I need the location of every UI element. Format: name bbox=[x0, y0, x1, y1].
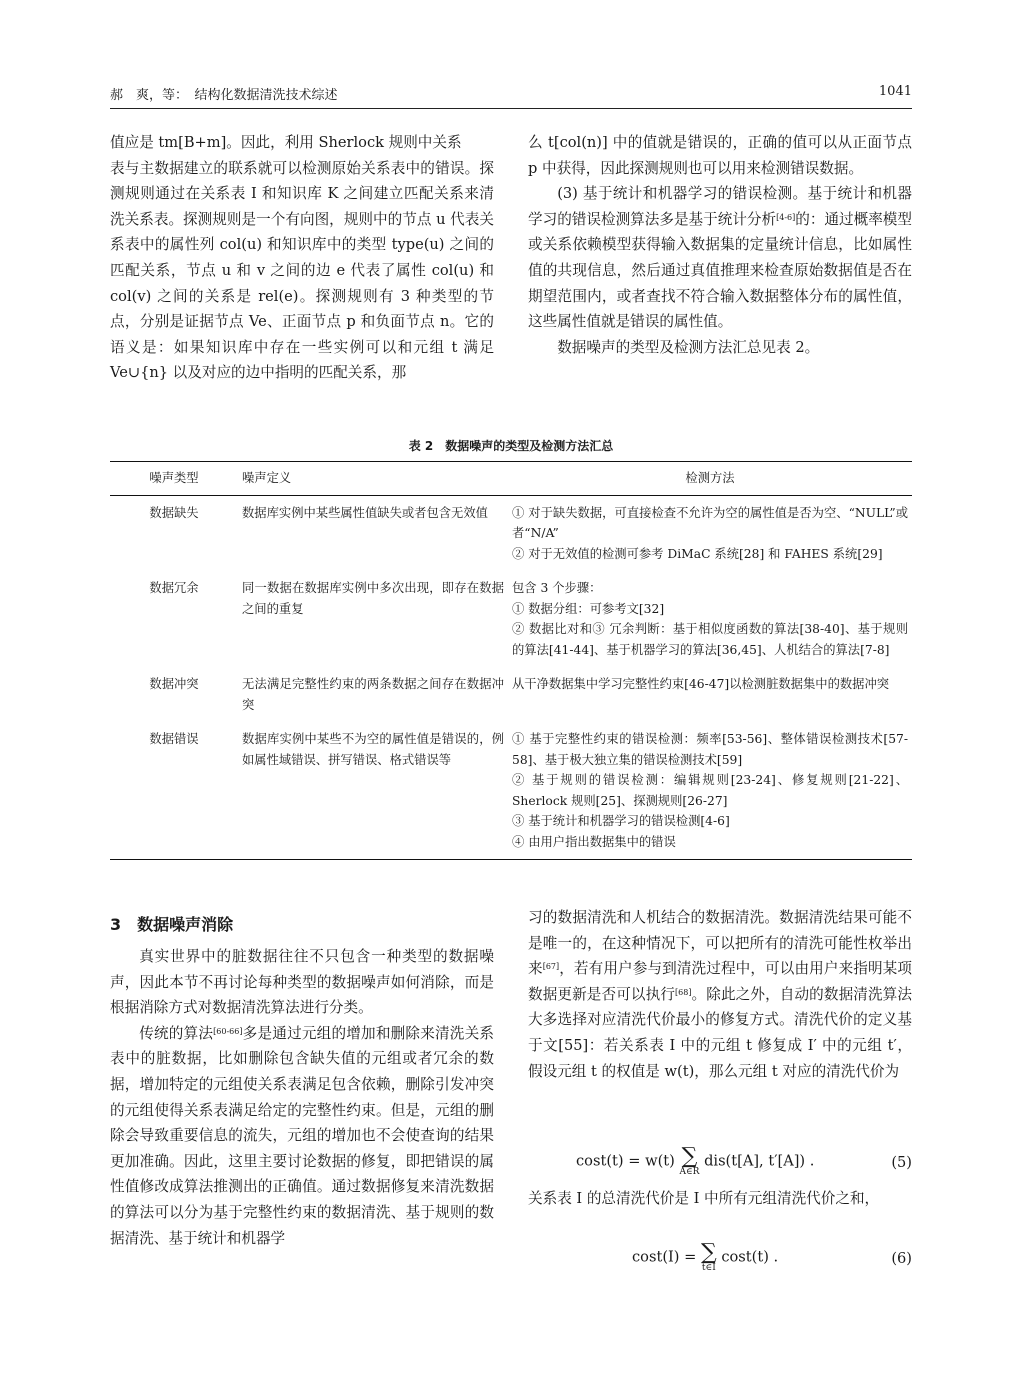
header-type: 噪声类型 bbox=[110, 462, 238, 496]
citation: [4-6] bbox=[776, 212, 796, 222]
noise-table bbox=[110, 461, 912, 860]
header-title: 郝 爽，等： 结构化数据清洗技术综述 bbox=[110, 88, 338, 103]
running-header bbox=[110, 84, 912, 110]
citation: [68] bbox=[675, 987, 692, 997]
citation: [60-66] bbox=[213, 1026, 243, 1036]
section-title: 3 数据噪声消除 bbox=[110, 915, 234, 934]
equation-number: (6) bbox=[891, 1250, 912, 1267]
table-row bbox=[110, 495, 912, 571]
left-column-bottom bbox=[110, 944, 494, 1251]
equation-5: cost(t) = w(t) ∑ A∈R dis(t[A], t′[A]) . (5) bbox=[576, 1144, 912, 1177]
cell-type: 数据冲突 bbox=[149, 677, 199, 691]
cell-methods: ① 对于缺失数据，可直接检查不允许为空的属性值是否为空、“NULL”或者“N/A” ② 对于无效值的检测可参考 DiMaC 系统[28] 和 FAHES 系统[29] bbox=[512, 505, 908, 561]
page-number: 1041 bbox=[878, 84, 912, 99]
right-column-bottom bbox=[528, 905, 912, 1084]
table-row bbox=[110, 571, 912, 667]
cell-type: 数据错误 bbox=[110, 722, 238, 860]
section-paragraph-1: 真实世界中的脏数据往往不只包含一种类型的数据噪声，因此本节不再讨论每种类型的数据噪声如何消除，而是根据消除方式对数据清洗算法进行分类。 bbox=[110, 948, 494, 1017]
table-row bbox=[110, 722, 912, 860]
equation-6: cost(I) = ∑ t∈I cost(t) . (6) bbox=[632, 1240, 912, 1273]
cell-methods: ① 基于完整性约束的错误检测：频率[53-56]、整体错误检测技术[57-58]、基于极大独立集的错误检测技术[59] ② 基于规则的错误检测：编辑规则[23-24]、修复规则[21-22]、Sherlock 规则[25]、探测规则[26-27] ③ 基于统计和机器学习的错误检测[4-6] ④ 由用户指出数据集中的错误 bbox=[508, 722, 912, 860]
table-caption: 表 2 数据噪声的类型及检测方法汇总 bbox=[408, 439, 614, 453]
summation-symbol: ∑ t∈I bbox=[700, 1240, 717, 1273]
table-header-row bbox=[110, 462, 912, 496]
cell-def: 数据库实例中某些属性值缺失或者包含无效值 bbox=[242, 505, 488, 520]
cell-methods: 包含 3 个步骤： ① 数据分组：可参考文[32] ② 数据比对和③ 冗余判断：基于相似度函数的算法[38-40]、基于规则的算法[41-44]、基于机器学习的算法[36,45]、人机结合的算法[7-8] bbox=[512, 581, 908, 657]
section-paragraph-2: 传统的算法[60-66]多是通过元组的增加和删除来清洗关系表中的脏数据，比如删除包含缺失值的元组或者冗余的数据，增加特定的元组使关系表满足包含依赖，删除引发冲突的元组使得关系表满足给定的完整性约束。但是，元组的删除会导致重要信息的流失，元组的增加也不会使查询的结果更加准确。因此，这里主要讨论数据的修复，即把错误的属性值修改成算法推测出的正确值。通过数据修复来清洗数据的算法可以分为基于完整性约束的数据清洗、基于规则的数据清洗、基于统计和机器学 bbox=[110, 1024, 494, 1247]
right-paragraph-2: (3) 基于统计和机器学习的错误检测。基于统计和机器学习的错误检测算法多是基于统计分析[4-6]的：通过概率模型或关系依赖模型获得输入数据集的定量统计信息，比如属性值的共现信息，然后通过真值推理来检查原始数据值是否在期望范围内，或者查找不符合输入数据整体分布的属性值，这些属性值就是错误的属性值。 bbox=[528, 185, 912, 331]
right-paragraph-3: 数据噪声的类型及检测方法汇总见表 2。 bbox=[557, 338, 820, 356]
right-paragraph-1: 么 t[col(n)] 中的值就是错误的，正确的值可以从正面节点 p 中获得，因此探测规则也可以用来检测错误数据。 bbox=[528, 134, 912, 177]
header-definition: 噪声定义 bbox=[238, 462, 508, 496]
cell-def: 同一数据在数据库实例中多次出现，即存在数据之间的重复 bbox=[242, 581, 504, 616]
cell-methods: 从干净数据集中学习完整性约束[46-47]以检测脏数据集中的数据冲突 bbox=[512, 677, 890, 691]
right-bottom-paragraph: 习的数据清洗和人机结合的数据清洗。数据清洗结果可能不是唯一的，在这种情况下，可以把所有的清洗可能性枚举出来[67]，若有用户参与到清洗过程中，可以由用户来指明某项数据更新是否可以执行[68]。除此之外，自动的数据清洗算法大多选择对应清洗代价最小的修复方式。清洗代价的定义基于文[55]：若关系表 I 中的元组 t 修复成 I′ 中的元组 t′，假设元组 t 的权值是 w(t)，那么元组 t 对应的清洗代价为 bbox=[528, 909, 912, 1080]
left-first-line: 值应是 tm[B+m]。因此，利用 Sherlock 规则中关系 bbox=[110, 134, 462, 151]
header-rule bbox=[110, 108, 912, 109]
left-paragraph: 表与主数据建立的联系就可以检测原始关系表中的错误。探测规则通过在关系表 I 和知识库 K 之间建立匹配关系来清洗关系表。探测规则是一个有向图，规则中的节点 u 代表关系表中的属性列 col(u) 和知识库中的类型 type(u) 之间的匹配关系，节点 u 和 v 之间的边 e 代表了属性 col(u) 和 col(v) 之间的关系是 rel(e)。探测规则有 3 种类型的节点，分别是证据节点 Ve、正面节点 p 和负面节点 n。它的语义是：如果知识库中存在一些实例可以和元组 t 满足 Ve∪{n} 以及对应的边中指明的匹配关系，那 bbox=[110, 159, 494, 382]
cell-type: 数据冗余 bbox=[149, 581, 199, 595]
equation-number: (5) bbox=[891, 1154, 912, 1171]
citation: [67] bbox=[542, 962, 560, 972]
header-method: 检测方法 bbox=[508, 462, 912, 496]
equation-intro bbox=[528, 1186, 912, 1212]
summation-symbol: ∑ A∈R bbox=[679, 1144, 700, 1177]
right-column-top bbox=[528, 130, 912, 360]
table-row bbox=[110, 667, 912, 722]
cell-type: 数据缺失 bbox=[149, 505, 199, 520]
cell-def: 无法满足完整性约束的两条数据之间存在数据冲突 bbox=[242, 677, 504, 712]
left-column-top bbox=[110, 130, 494, 386]
total-cost-text: 关系表 I 的总清洗代价是 I 中所有元组清洗代价之和， bbox=[528, 1190, 880, 1207]
cell-def: 数据库实例中某些不为空的属性值是错误的，例如属性域错误、拼写错误、格式错误等 bbox=[238, 722, 508, 860]
